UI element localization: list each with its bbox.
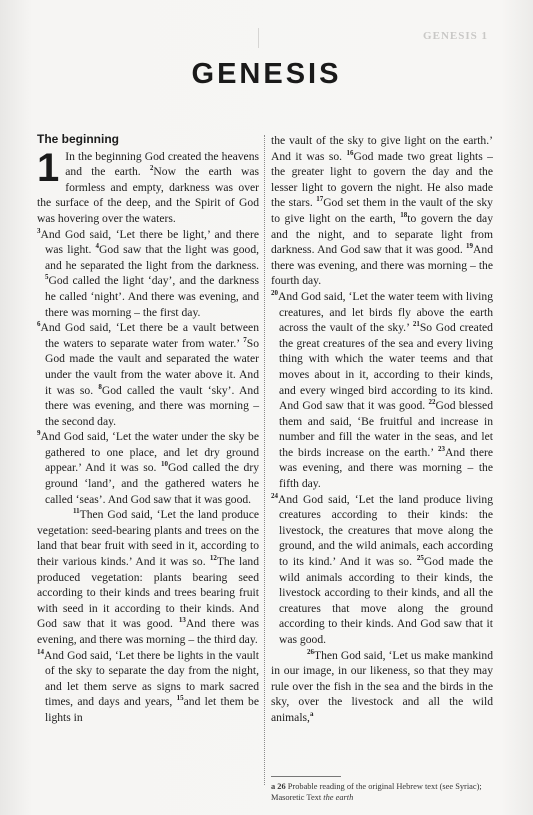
verse-text: God made the wild animals according to their kinds, the livestock according to their kinds, and all the creatures that move along the ground according to their kinds. And God saw that it was good. (279, 555, 493, 646)
verse-text: the vault of the sky to give light on the earth.’ And it was so. (271, 134, 493, 163)
verse-text: God made two great lights – the greater light to govern the day and the lesser light to govern the night. He also made the stars. (271, 149, 493, 210)
paragraph (37, 145, 259, 227)
paragraph (271, 289, 493, 492)
verse-number: 10 (161, 460, 169, 469)
verse-number: 16 (346, 148, 354, 157)
chapter-number: 1 (37, 145, 60, 190)
verse-number: 9 (37, 429, 41, 438)
verse-text: God called the vault ‘sky’. And there was evening, and there was morning – the second day. (45, 383, 259, 428)
verse-text: to govern the day and the night, and to separate light from darkness. And God saw that it was good. (271, 211, 494, 257)
verse-number: 15 (176, 694, 184, 703)
verse-number: 11 (73, 507, 80, 516)
paragraph (271, 648, 493, 726)
verse-text: God set them in the vault of the sky to give light on the earth, (271, 196, 493, 225)
right-column-text (271, 133, 493, 726)
verse-number: 26 (307, 647, 314, 656)
verse-text: God saw that the light was good, and he separated the light from the darkness. (45, 243, 260, 272)
footnote-text: Probable reading of the original Hebrew text (see Syriac); Masoretic Text (271, 782, 482, 802)
footnote (271, 781, 493, 803)
footnote-italic: the earth (323, 793, 354, 802)
verse-number: 18 (400, 210, 408, 219)
verse-text: And there was evening, and there was morning – the fourth day. (271, 243, 493, 288)
left-column-text (37, 145, 260, 726)
right-column (271, 133, 493, 726)
paragraph (37, 320, 259, 429)
section-heading: The beginning (37, 132, 119, 146)
verse-number: 23 (438, 444, 446, 453)
footnote-ref: a 26 (271, 782, 286, 791)
verse-number: 19 (466, 242, 474, 251)
verse-text: And there was evening, and there was morning – the third day. (37, 617, 259, 646)
verse-number: 21 (412, 320, 420, 329)
verse-text: God called the dry ground ‘land’, and the gathered waters he called ‘seas’. And God saw that it was good. (45, 461, 259, 506)
verse-text: Now the earth was formless and empty, darkness was over the surface of the deep, and the Spirit of God was hovering over the waters. (37, 165, 259, 225)
verse-number: 12 (209, 554, 217, 563)
verse-text: And God said, ‘Let the water under the sky be gathered to one place, and let dry ground appear.’ And it was so. (40, 430, 259, 475)
verse-number: 22 (428, 398, 436, 407)
verse-number: 4 (95, 242, 100, 251)
paragraph (37, 429, 259, 507)
verse-number: 13 (178, 616, 186, 625)
verse-text: And there was evening, and there was morning – the fifth day. (279, 445, 493, 491)
verse-number: 2 (149, 164, 154, 173)
verse-text: God blessed them and said, ‘Be fruitful and increase in number and fill the water in the seas, and let the birds increase on the earth.’ (279, 399, 494, 459)
column-divider (264, 135, 265, 785)
verse-text: And God said, ‘Let the water teem with living creatures, and let birds fly above the earth across the vault of the sky.’ (278, 289, 493, 335)
verse-text: So God made the vault and separated the water under the vault from the water above it. And it was so. (45, 336, 259, 397)
paragraph (37, 507, 259, 647)
paragraph (271, 492, 493, 648)
verse-text: The land produced vegetation: plants bearing seed according to their kinds and trees bearing fruit with seed in it according to their kinds. And God saw that it was good. (37, 555, 259, 631)
verse-number: 24 (271, 491, 278, 500)
verse-text: So God created the great creatures of the sea and every living thing with which the water teems and that moves about in it, according to their kinds, and every winged bird according to its kind. And God saw that it was good. (279, 321, 493, 413)
verse-number: 25 (416, 554, 424, 563)
page-gutter-shadow (258, 28, 259, 48)
paragraph (37, 227, 259, 321)
book-title: GENESIS (191, 58, 342, 90)
verse-text: God called the light ‘day’, and the darkness he called ‘night’. And there was evening, and there was morning – the first day. (45, 274, 259, 319)
verse-number: 6 (37, 320, 41, 329)
verse-text: And God said, ‘Let there be light,’ and there was light. (40, 227, 259, 257)
verse-text: and let them be lights in (45, 695, 259, 724)
verse-text: And God said, ‘Let there be lights in the vault of the sky to separate the day from the night, and let them serve as signs to mark sacred times, and days and years, (44, 648, 259, 709)
paragraph (271, 133, 493, 289)
footnote-marker: a (309, 709, 314, 718)
verse-number: 20 (271, 288, 278, 297)
verse-number: 8 (98, 382, 102, 391)
verse-text: And God said, ‘Let the land produce living creatures according to their kinds: the livestock, the creatures that move along the ground, and the wild animals, each according to its kind.’ And it was so. (278, 492, 493, 569)
paragraph (37, 648, 259, 726)
show-through-header: GENESIS 1 (423, 30, 488, 42)
verse-text: Then God said, ‘Let us make mankind in our image, in our likeness, so that they may rule over the fish in the sea and the birds in the sky, over the livestock and all the wild animals, (271, 648, 493, 724)
verse-number: 7 (243, 335, 247, 344)
verse-number: 5 (45, 273, 49, 282)
verse-number: 17 (316, 195, 324, 204)
verse-number: 3 (37, 226, 41, 235)
verse-number: 14 (37, 647, 44, 656)
footnote-rule (271, 776, 341, 777)
left-column (37, 132, 259, 726)
verse-text: In the beginning God created the heavens and the earth. (65, 149, 259, 179)
verse-text: Then God said, ‘Let the land produce vegetation: seed-bearing plants and trees on the land that bear fruit with seed in it, according to their various kinds.’ And it was so. (37, 508, 259, 569)
verse-text: And God said, ‘Let there be a vault between the waters to separate water from water.’ (40, 321, 259, 350)
